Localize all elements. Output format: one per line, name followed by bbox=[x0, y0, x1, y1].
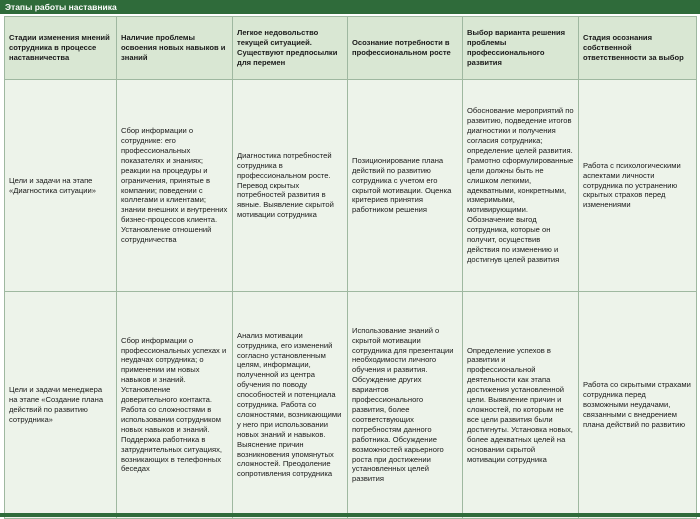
table-cell: Позиционирование плана действий по развитию сотрудника с учетом его скрытой мотивации. Оценка критериев принятия работником решения bbox=[348, 80, 463, 292]
table-cell: Работа со скрытыми страхами сотрудника перед возможными неудачами, связанными с внедрением плана действий по развитию bbox=[579, 292, 697, 519]
table-title: Этапы работы наставника bbox=[5, 2, 117, 12]
header-choice: Выбор варианта решения проблемы профессионального развития bbox=[463, 17, 579, 80]
table-cell: Сбор информации о профессиональных успехах и неудачах сотрудника; о применении им новых навыков и знаний. Установление доверительного контакта. Работа со сложностями в использовании сотрудником новых навыков и знаний. Поддержка работника в затруднительных ситуациях, возникающих в телефонных беседах bbox=[117, 292, 233, 519]
table-cell: Использование знаний о скрытой мотивации сотрудника для презентации необходимости личного обучения и развития. Обсуждение других вариантов профессионального развития, более соответствующих потребностям данного работника. Обсуждение возможностей карьерного роста при достижении установленных целей развития bbox=[348, 292, 463, 519]
table-title-bar bbox=[0, 0, 700, 14]
header-row bbox=[5, 17, 697, 80]
row-stage-label: Цели и задачи менеджера на этапе «Создание плана действий по развитию сотрудника» bbox=[5, 292, 117, 519]
row-stage-label: Цели и задачи на этапе «Диагностика ситуации» bbox=[5, 80, 117, 292]
table-cell: Обоснование мероприятий по развитию, подведение итогов диагностики и получения согласия сотрудника; определение целей развития. Грамотно сформулированные цели должны быть не слишком легкими, адекватными, конкретными, измеримыми, мотивирующими. Обозначение выгод сотрудника, которые он получит, осуществив действия по изменению и достигнув целей развития bbox=[463, 80, 579, 292]
table-cell: Сбор информации о сотруднике: его профессиональных показателях и знаниях; реакции на процедуры и ограничения, принятые в компании; поведении с коллегами и клиентами; знании внешних и внутренних бизнес-процессов клиента. Установление отношений сотрудничества bbox=[117, 80, 233, 292]
header-stages: Стадии изменения мнений сотрудника в процессе наставничества bbox=[5, 17, 117, 80]
header-problem: Наличие проблемы освоения новых навыков и знаний bbox=[117, 17, 233, 80]
table-cell: Диагностика потребностей сотрудника в профессиональном росте. Перевод скрытых потребностей развития в явные. Выявление скрытой мотивации сотрудника bbox=[233, 80, 348, 292]
table-row bbox=[5, 80, 697, 292]
header-dissatisfaction: Легкое недовольство текущей ситуацией. Существуют предпосылки для перемен bbox=[233, 17, 348, 80]
table-cell: Анализ мотивации сотрудника, его изменений согласно установленным целям, информации, полученной из центра обучения по поводу способностей и потенциала сотрудника. Работа со сложностями, возникающими у него при использовании новых знаний и навыков. Выяснение причин возникновения упомянутых сложностей. Преодоление сопротивления сотрудника bbox=[233, 292, 348, 519]
table-row bbox=[5, 292, 697, 519]
table-cell: Определение успехов в развитии и профессиональной деятельности как этапа достижения установленной цели. Выявление причин и сложностей, по которым не все цели развития были достигнуты. Установка новых, более адекватных целей на основании скрытой мотивации сотрудника bbox=[463, 292, 579, 519]
bottom-rule bbox=[0, 513, 700, 517]
header-awareness: Осознание потребности в профессиональном росте bbox=[348, 17, 463, 80]
table-cell: Работа с психологическими аспектами личности сотрудника по устранению скрытых страхов перед изменениями bbox=[579, 80, 697, 292]
header-responsibility: Стадия осознания собственной ответственности за выбор bbox=[579, 17, 697, 80]
mentor-stages-table bbox=[4, 16, 697, 519]
